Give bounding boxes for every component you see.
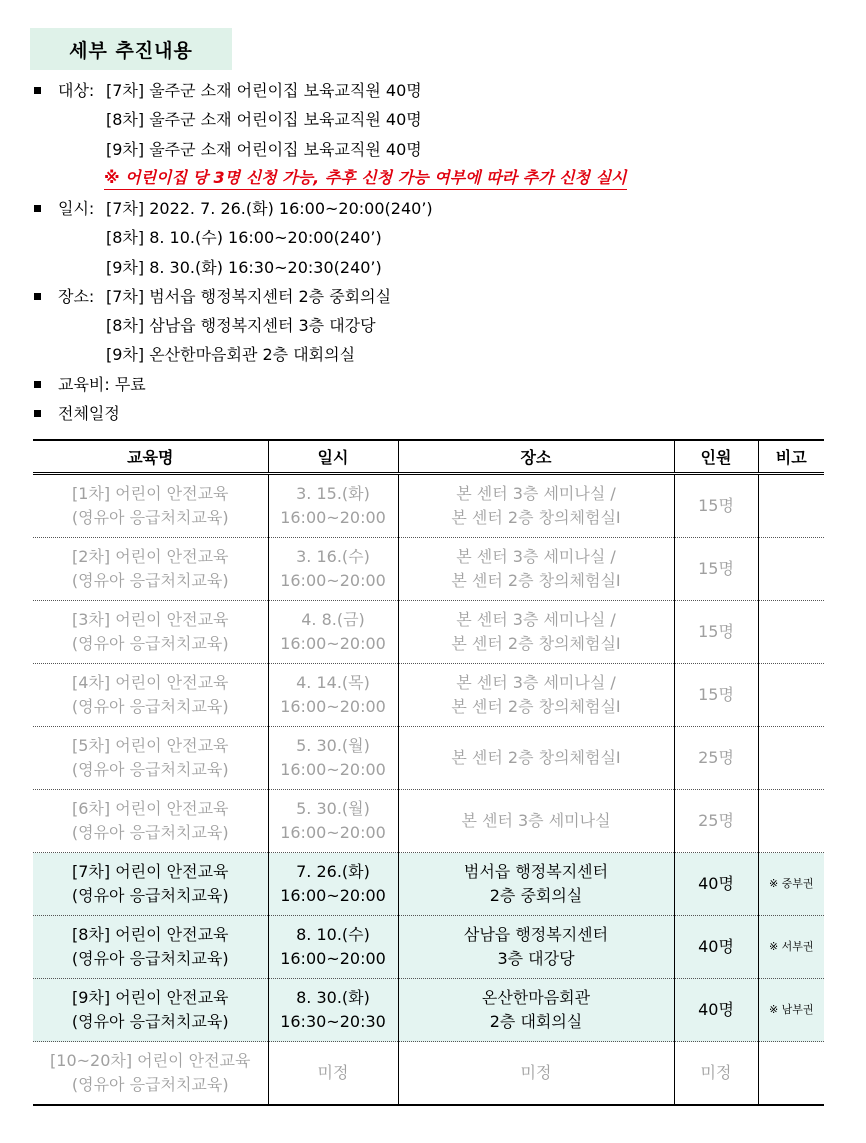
cell-note bbox=[758, 916, 824, 979]
cell-name bbox=[33, 601, 268, 664]
cell-place-text: 본 센터 3층 세미나실 / bbox=[456, 610, 616, 629]
date-label: 일시: bbox=[58, 199, 95, 218]
cell-date bbox=[268, 790, 398, 853]
cell-name-text: [6차] 어린이 안전교육 bbox=[72, 799, 229, 818]
cell-name bbox=[33, 979, 268, 1042]
cell-name bbox=[33, 1042, 268, 1106]
cell-people bbox=[674, 979, 758, 1042]
section-title: 세부 추진내용 bbox=[30, 28, 232, 70]
table-row bbox=[33, 601, 824, 664]
cell-name-text: [7차] 어린이 안전교육 bbox=[72, 862, 229, 881]
cell-date-text: 16:00~20:00 bbox=[280, 760, 386, 779]
target-label: 대상: bbox=[58, 81, 95, 100]
cell-date-text: 4. 8.(금) bbox=[301, 610, 365, 629]
cell-name-text: (영유아 응급처치교육) bbox=[71, 508, 229, 527]
cell-name bbox=[33, 664, 268, 727]
cell-people bbox=[674, 538, 758, 601]
cell-place-text: 삼남읍 행정복지센터 bbox=[463, 925, 609, 944]
cell-name bbox=[33, 916, 268, 979]
cell-name-text: (영유아 응급처치교육) bbox=[71, 760, 229, 779]
cell-place bbox=[398, 727, 674, 790]
cell-place-text: 범서읍 행정복지센터 bbox=[463, 862, 609, 881]
cell-place bbox=[398, 664, 674, 727]
cell-date bbox=[268, 1042, 398, 1106]
cell-date bbox=[268, 474, 398, 538]
bullet-icon bbox=[34, 410, 41, 417]
cell-name bbox=[33, 790, 268, 853]
table-header-row bbox=[33, 440, 824, 474]
cell-place bbox=[398, 538, 674, 601]
cell-date-text: 8. 10.(수) bbox=[296, 925, 370, 944]
cell-note bbox=[758, 853, 824, 916]
cell-people-text: 40명 bbox=[698, 937, 734, 956]
cell-people-text: 미정 bbox=[700, 1063, 732, 1082]
cell-name-text: [9차] 어린이 안전교육 bbox=[72, 988, 229, 1007]
cell-place-text: 본 센터 3층 세미나실 / bbox=[456, 484, 616, 503]
date-line: [9차] 8. 30.(화) 16:30~20:30(240’) bbox=[106, 258, 382, 277]
table-row bbox=[33, 538, 824, 601]
cell-date-text: 4. 14.(목) bbox=[296, 673, 370, 692]
cell-name-text: (영유아 응급처치교육) bbox=[71, 949, 229, 968]
cell-note-text: ※ 중부권 bbox=[768, 877, 814, 890]
cell-note-text: ※ 남부권 bbox=[768, 1003, 814, 1016]
cell-place-text: 본 센터 2층 창의체험실Ⅰ bbox=[451, 697, 621, 716]
schedule-table bbox=[33, 439, 824, 1106]
cell-name bbox=[33, 474, 268, 538]
cell-date bbox=[268, 853, 398, 916]
cell-name-text: (영유아 응급처치교육) bbox=[71, 697, 229, 716]
cell-name-text: (영유아 응급처치교육) bbox=[71, 1012, 229, 1031]
cell-date-text: 5. 30.(월) bbox=[296, 799, 370, 818]
cell-place-text: 3층 대강당 bbox=[497, 949, 575, 968]
cell-date-text: 16:00~20:00 bbox=[280, 508, 386, 527]
cell-place bbox=[398, 790, 674, 853]
place-label: 장소: bbox=[58, 287, 95, 306]
cell-date-text: 5. 30.(월) bbox=[296, 736, 370, 755]
cell-people bbox=[674, 790, 758, 853]
cell-date-text: 7. 26.(화) bbox=[296, 862, 370, 881]
cell-date-text: 16:00~20:00 bbox=[280, 697, 386, 716]
cell-people bbox=[674, 601, 758, 664]
target-line: [8차] 울주군 소재 어린이집 보육교직원 40명 bbox=[106, 110, 422, 129]
cell-note-text: ※ 서부권 bbox=[768, 940, 814, 953]
cell-name bbox=[33, 853, 268, 916]
cell-name-text: (영유아 응급처치교육) bbox=[71, 571, 229, 590]
cell-date bbox=[268, 916, 398, 979]
table-row bbox=[33, 979, 824, 1042]
cell-date bbox=[268, 664, 398, 727]
cell-name bbox=[33, 538, 268, 601]
cell-note bbox=[758, 979, 824, 1042]
cell-name-text: [10~20차] 어린이 안전교육 bbox=[50, 1051, 251, 1070]
table-row bbox=[33, 916, 824, 979]
cell-people-text: 25명 bbox=[698, 811, 734, 830]
cell-people bbox=[674, 664, 758, 727]
cell-place-text: 본 센터 2층 창의체험실Ⅰ bbox=[451, 634, 621, 653]
cell-people bbox=[674, 1042, 758, 1106]
cell-place bbox=[398, 853, 674, 916]
cell-people-text: 25명 bbox=[698, 748, 734, 767]
cell-place-text: 본 센터 3층 세미나실 / bbox=[456, 547, 616, 566]
cell-people-text: 15명 bbox=[698, 622, 734, 641]
date-line: [7차] 2022. 7. 26.(화) 16:00~20:00(240’) bbox=[106, 199, 433, 218]
cell-note bbox=[758, 601, 824, 664]
header-name: 교육명 bbox=[33, 440, 268, 474]
cell-name-text: [8차] 어린이 안전교육 bbox=[72, 925, 229, 944]
table-row bbox=[33, 790, 824, 853]
fee-line: 교육비: 무료 bbox=[58, 375, 146, 394]
bullet-icon bbox=[34, 293, 41, 300]
cell-place bbox=[398, 474, 674, 538]
cell-name-text: [5차] 어린이 안전교육 bbox=[72, 736, 229, 755]
bullet-icon bbox=[34, 205, 41, 212]
cell-date-text: 8. 30.(화) bbox=[296, 988, 370, 1007]
cell-date bbox=[268, 979, 398, 1042]
cell-place bbox=[398, 979, 674, 1042]
table-row bbox=[33, 1042, 824, 1106]
cell-date bbox=[268, 601, 398, 664]
place-line: [7차] 범서읍 행정복지센터 2층 중회의실 bbox=[106, 287, 392, 306]
cell-place-text: 본 센터 3층 세미나실 / bbox=[456, 673, 616, 692]
table-row bbox=[33, 853, 824, 916]
cell-date bbox=[268, 727, 398, 790]
notice-text: ※ 어린이집 당 3명 신청 가능, 추후 신청 가능 여부에 따라 추가 신청 실시 bbox=[104, 168, 627, 190]
cell-note bbox=[758, 727, 824, 790]
cell-people-text: 15명 bbox=[698, 559, 734, 578]
cell-place-text: 본 센터 2층 창의체험실Ⅰ bbox=[451, 508, 621, 527]
cell-note bbox=[758, 790, 824, 853]
cell-note bbox=[758, 474, 824, 538]
header-date: 일시 bbox=[268, 440, 398, 474]
cell-date-text: 3. 15.(화) bbox=[296, 484, 370, 503]
cell-people-text: 15명 bbox=[698, 685, 734, 704]
cell-place bbox=[398, 916, 674, 979]
cell-name-text: (영유아 응급처치교육) bbox=[71, 634, 229, 653]
cell-date-text: 16:30~20:30 bbox=[280, 1012, 386, 1031]
cell-name bbox=[33, 727, 268, 790]
cell-place bbox=[398, 601, 674, 664]
cell-place-text: 미정 bbox=[520, 1063, 552, 1082]
header-people: 인원 bbox=[674, 440, 758, 474]
cell-date bbox=[268, 538, 398, 601]
cell-people-text: 15명 bbox=[698, 496, 734, 515]
schedule-label: 전체일정 bbox=[58, 404, 120, 423]
cell-date-text: 16:00~20:00 bbox=[280, 634, 386, 653]
cell-name-text: [2차] 어린이 안전교육 bbox=[72, 547, 229, 566]
cell-place-text: 본 센터 2층 창의체험실Ⅰ bbox=[451, 748, 621, 767]
cell-date-text: 미정 bbox=[317, 1063, 349, 1082]
cell-note bbox=[758, 1042, 824, 1106]
table-row bbox=[33, 664, 824, 727]
date-line: [8차] 8. 10.(수) 16:00~20:00(240’) bbox=[106, 228, 382, 247]
cell-date-text: 3. 16.(수) bbox=[296, 547, 370, 566]
cell-name-text: [4차] 어린이 안전교육 bbox=[72, 673, 229, 692]
cell-date-text: 16:00~20:00 bbox=[280, 886, 386, 905]
cell-people bbox=[674, 916, 758, 979]
cell-date-text: 16:00~20:00 bbox=[280, 571, 386, 590]
cell-note bbox=[758, 538, 824, 601]
cell-place-text: 본 센터 3층 세미나실 bbox=[461, 811, 611, 830]
cell-place-text: 본 센터 2층 창의체험실Ⅰ bbox=[451, 571, 621, 590]
place-line: [8차] 삼남읍 행정복지센터 3층 대강당 bbox=[106, 316, 376, 335]
target-line: [7차] 울주군 소재 어린이집 보육교직원 40명 bbox=[106, 81, 422, 100]
target-line: [9차] 울주군 소재 어린이집 보육교직원 40명 bbox=[106, 140, 422, 159]
cell-people-text: 40명 bbox=[698, 874, 734, 893]
header-place: 장소 bbox=[398, 440, 674, 474]
cell-date-text: 16:00~20:00 bbox=[280, 823, 386, 842]
table-row bbox=[33, 474, 824, 538]
place-line: [9차] 온산한마음회관 2층 대회의실 bbox=[106, 345, 356, 364]
cell-date-text: 16:00~20:00 bbox=[280, 949, 386, 968]
cell-name-text: [1차] 어린이 안전교육 bbox=[72, 484, 229, 503]
bullet-icon bbox=[34, 381, 41, 388]
cell-people bbox=[674, 853, 758, 916]
table-row bbox=[33, 727, 824, 790]
cell-place-text: 온산한마음회관 bbox=[481, 988, 591, 1007]
cell-note bbox=[758, 664, 824, 727]
cell-place bbox=[398, 1042, 674, 1106]
cell-name-text: (영유아 응급처치교육) bbox=[71, 1075, 229, 1094]
cell-name-text: [3차] 어린이 안전교육 bbox=[72, 610, 229, 629]
cell-people bbox=[674, 727, 758, 790]
cell-people bbox=[674, 474, 758, 538]
cell-place-text: 2층 중회의실 bbox=[489, 886, 583, 905]
bullet-icon bbox=[34, 87, 41, 94]
cell-name-text: (영유아 응급처치교육) bbox=[71, 823, 229, 842]
header-note: 비고 bbox=[758, 440, 824, 474]
cell-name-text: (영유아 응급처치교육) bbox=[71, 886, 229, 905]
cell-people-text: 40명 bbox=[698, 1000, 734, 1019]
cell-place-text: 2층 대회의실 bbox=[489, 1012, 583, 1031]
